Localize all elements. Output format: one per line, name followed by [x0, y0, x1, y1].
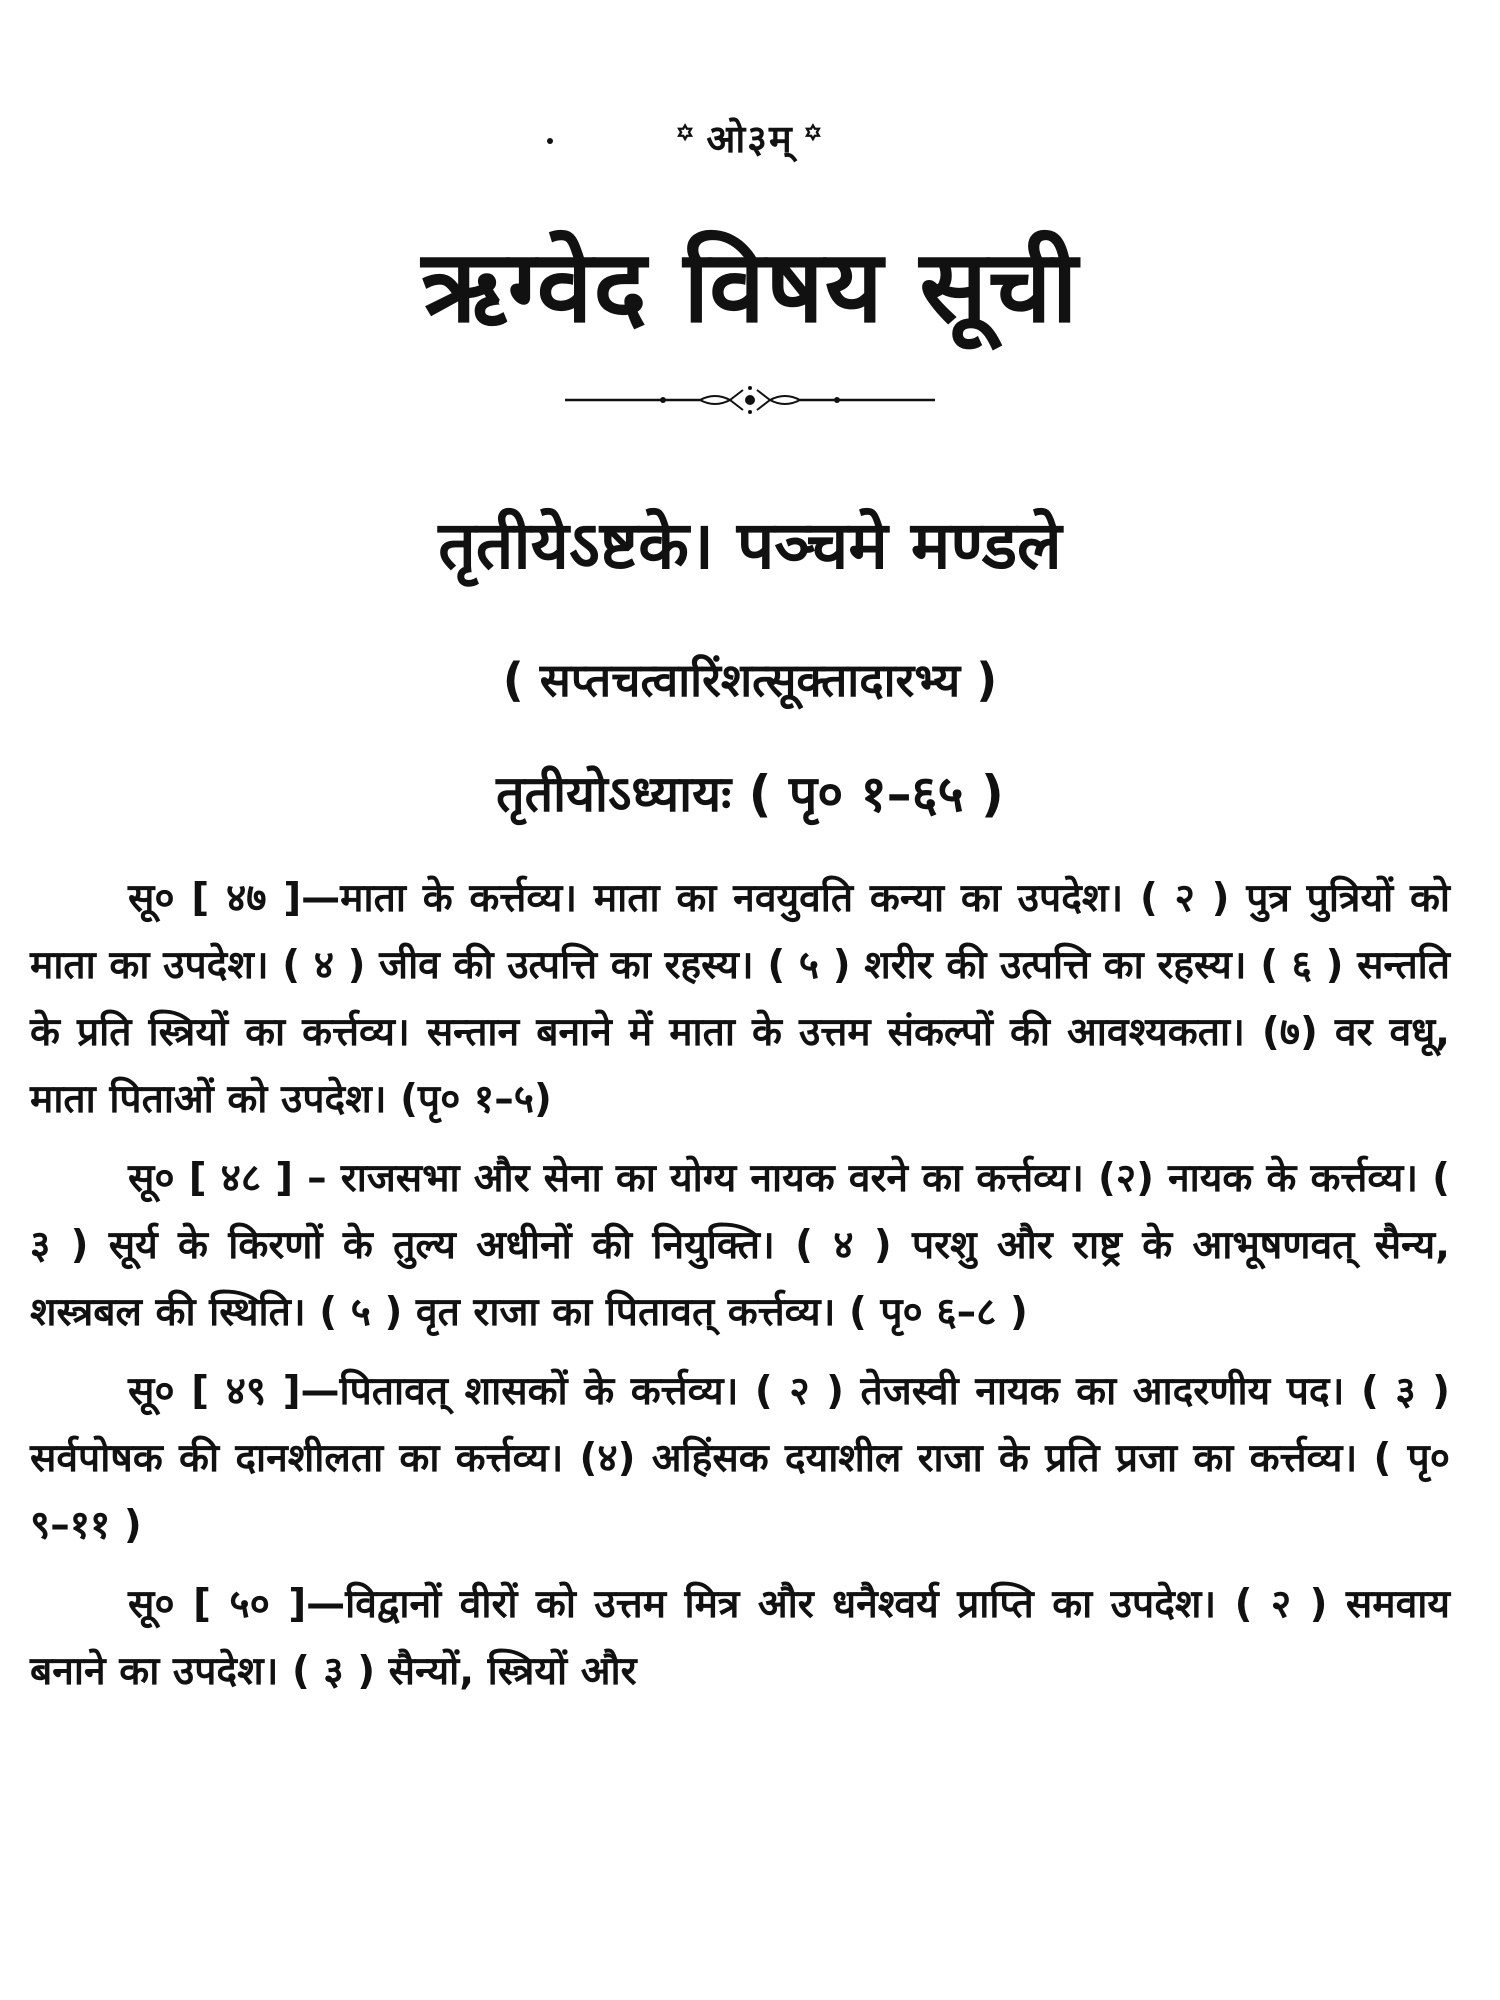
flower-ornament-right-icon: ꙳ — [803, 119, 825, 159]
entry-sukta-47: सू० [ ४७ ]—माता के कर्त्तव्य। माता का नवयुवति कन्या का उपदेश। ( २ ) पुत्र पुत्रियों को माता का उपदेश। ( ४ ) जीव की उत्पत्ति का रहस्य। ( ५ ) शरीर की उत्पत्ति का रहस्य। ( ६ ) सन्तति के प्रति स्त्रियों का कर्त्तव्य। सन्तान बनाने में माता के उत्तम संकल्पों की आवश्यकता। (७) वर वधू, माता पिताओं को उपदेश। (पृ० १–५) — [30, 876, 1450, 1122]
entry-sukta-48: सू० [ ४८ ] – राजसभा और सेना का योग्य नायक वरने का कर्त्तव्य। (२) नायक के कर्त्तव्य। ( ३ ) सूर्य के किरणों के तुल्य अधीनों की नियुक्ति। ( ४ ) परशु और राष्ट्र के आभूषणवत् सैन्य, शस्त्रबल की स्थिति। ( ५ ) वृत राजा का पितावत् कर्त्तव्य। ( पृ० ६–८ ) — [30, 1156, 1450, 1335]
section-title: तृतीयेऽष्टके। पञ्चमे मण्डले — [438, 507, 1062, 584]
entries-list — [30, 865, 1450, 1717]
entry-sukta-49: सू० [ ४९ ]—पितावत् शासकों के कर्त्तव्य। ( २ ) तेजस्वी नायक का आदरणीय पद। ( ३ ) सर्वपोषक की दानशीलता का कर्त्तव्य। (४) अहिंसक दयाशील राजा के प्रति प्रजा का कर्त्तव्य। ( पृ० ९–११ ) — [30, 1369, 1450, 1548]
entry-sukta-50: सू० [ ५० ]—विद्वानों वीरों को उत्तम मित्र और धनैश्वर्य प्राप्ति का उपदेश। ( २ ) समवाय बनाने का उपदेश। ( ३ ) सैन्यों, स्त्रियों और — [30, 1582, 1450, 1694]
invocation-text: ओ३म् — [706, 117, 794, 161]
flower-ornament-left-icon: ꙳ — [675, 119, 697, 159]
invocation-header — [0, 112, 1500, 164]
divider-ornament-icon — [565, 380, 935, 420]
page-title: ऋग्वेद विषय सूची — [421, 228, 1079, 345]
range-note: ( सप्तचत्वारिंशत्सूक्तादारभ्य ) — [502, 653, 998, 707]
chapter-heading: तृतीयोऽध्यायः ( पृ० १–६५ ) — [496, 765, 1004, 823]
